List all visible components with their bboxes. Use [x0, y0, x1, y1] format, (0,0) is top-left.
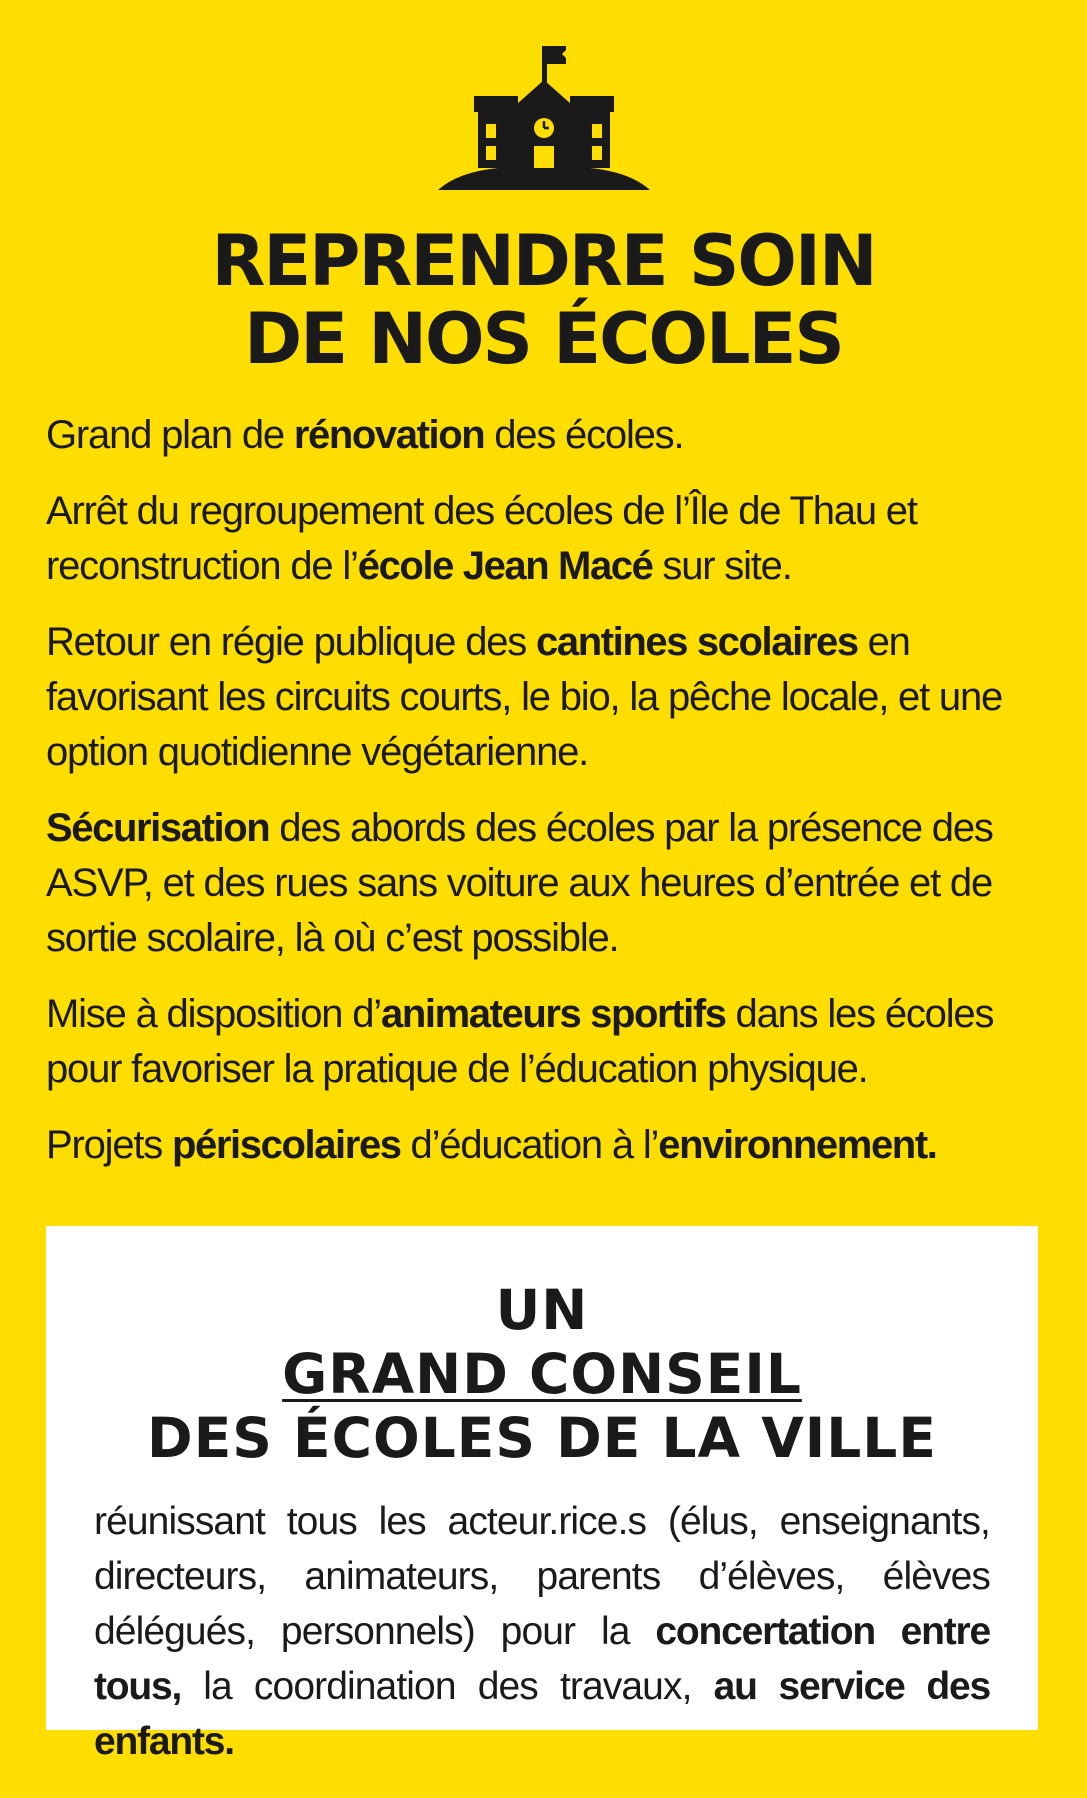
school-icon-container: [0, 40, 1087, 190]
council-title: [94, 1278, 990, 1470]
school-building-icon: [438, 40, 650, 190]
page-title: [0, 222, 1087, 378]
highlight: environnement.: [658, 1123, 937, 1167]
measures-list: [46, 408, 1046, 1194]
highlight: concertation entre tous,: [94, 1610, 990, 1708]
highlight: périscolaires: [172, 1123, 401, 1167]
page-title-line-2: DE NOS ÉCOLES: [244, 298, 843, 380]
highlight: animateurs sportifs: [380, 992, 726, 1036]
list-item: Sécurisation des abords des écoles par la présence des ASVP, et des rues sans voiture aux heures d’entrée et de sortie scolaire, là où c’est possible.: [46, 806, 993, 960]
page-title-line-1: REPRENDRE SOIN: [211, 220, 876, 302]
council-title-line-2: DES ÉCOLES DE LA VILLE: [147, 1406, 937, 1470]
list-item: Retour en régie publique des cantines scolaires en favorisant les circuits courts, le bio, la pêche locale, et une option quotidienne végétarienne.: [46, 620, 1003, 774]
list-item: Projets périscolaires d’éducation à l’environnement.: [46, 1123, 937, 1167]
highlight: école Jean Macé: [357, 544, 653, 588]
highlight: Sécurisation: [46, 806, 270, 850]
list-item: Mise à disposition d’animateurs sportifs dans les écoles pour favoriser la pratique de l’éducation physique.: [46, 992, 994, 1091]
council-box: [46, 1226, 1038, 1763]
list-item: Arrêt du regroupement des écoles de l’Île de Thau et reconstruction de l’école Jean Macé sur site.: [46, 489, 917, 588]
list-item: Grand plan de rénovation des écoles.: [46, 413, 684, 457]
highlight: rénovation: [293, 413, 485, 457]
council-title-underlined: GRAND CONSEIL: [282, 1342, 802, 1406]
highlight: au service des enfants.: [94, 1665, 990, 1763]
highlight: cantines scolaires: [536, 620, 858, 664]
council-description: réunissant tous les acteur.rice.s (élus, enseignants, directeurs, animateurs, parents d’élèves, élèves délégués, personnels) pour la concertation entre tous, la coordination des travaux, au service des enfants.: [94, 1500, 990, 1763]
council-title-prefix: UN: [495, 1278, 589, 1342]
